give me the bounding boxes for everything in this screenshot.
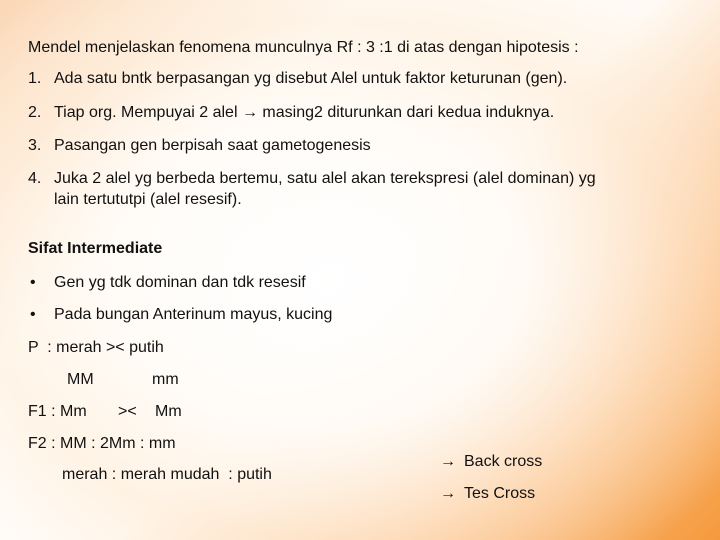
f2-line: F2 : MM : 2Mm : mm: [28, 435, 176, 452]
note-test-cross-text: Tes Cross: [464, 485, 536, 502]
f1-partner: Mm: [155, 403, 182, 420]
genotype-homozygous-recessive: mm: [152, 371, 179, 388]
hypothesis-2-text-before: Tiap org. Mempuyai 2 alel: [54, 104, 238, 121]
bullet-1-symbol: •: [30, 274, 36, 291]
hypothesis-2-text-after: masing2 diturunkan dari kedua induknya.: [262, 104, 555, 121]
hypothesis-3-text: Pasangan gen berpisah saat gametogenesis: [54, 137, 371, 154]
intro-text: Mendel menjelaskan fenomena munculnya Rf : 3 :1 di atas dengan hipotesis :: [28, 39, 579, 56]
right-arrow-icon: →: [440, 453, 456, 470]
section-title: Sifat Intermediate: [28, 240, 163, 257]
f1-label: F1 : Mm: [28, 403, 87, 420]
bullet-1-text: Gen yg tdk dominan dan tdk resesif: [54, 274, 306, 291]
hypothesis-2-text: [54, 103, 554, 123]
hypothesis-1-text: Ada satu bntk berpasangan yg disebut Alel untuk faktor keturunan (gen).: [54, 70, 568, 87]
phenotype-ratio-line: merah : merah mudah : putih: [62, 466, 272, 483]
bullet-2-symbol: •: [30, 306, 36, 323]
f1-cross-symbol: ><: [118, 403, 137, 420]
parental-cross-line: P : merah >< putih: [28, 339, 164, 356]
note-test-cross: [440, 484, 535, 504]
hypothesis-4-number: 4.: [28, 170, 42, 187]
note-back-cross-text: Back cross: [464, 453, 543, 470]
hypothesis-4-line-2: lain tertututpi (alel resesif).: [54, 191, 242, 208]
hypothesis-2-number: 2.: [28, 104, 42, 121]
genotype-homozygous-dominant: MM: [67, 371, 94, 388]
hypothesis-3-number: 3.: [28, 137, 42, 154]
hypothesis-1-number: 1.: [28, 70, 42, 87]
bullet-2-text: Pada bungan Anterinum mayus, kucing: [54, 306, 333, 323]
note-back-cross: [440, 452, 542, 472]
hypothesis-4-line-1: Juka 2 alel yg berbeda bertemu, satu alel akan terekspresi (alel dominan) yg: [54, 170, 596, 187]
right-arrow-icon: →: [440, 485, 456, 502]
right-arrow-icon: →: [241, 104, 258, 121]
